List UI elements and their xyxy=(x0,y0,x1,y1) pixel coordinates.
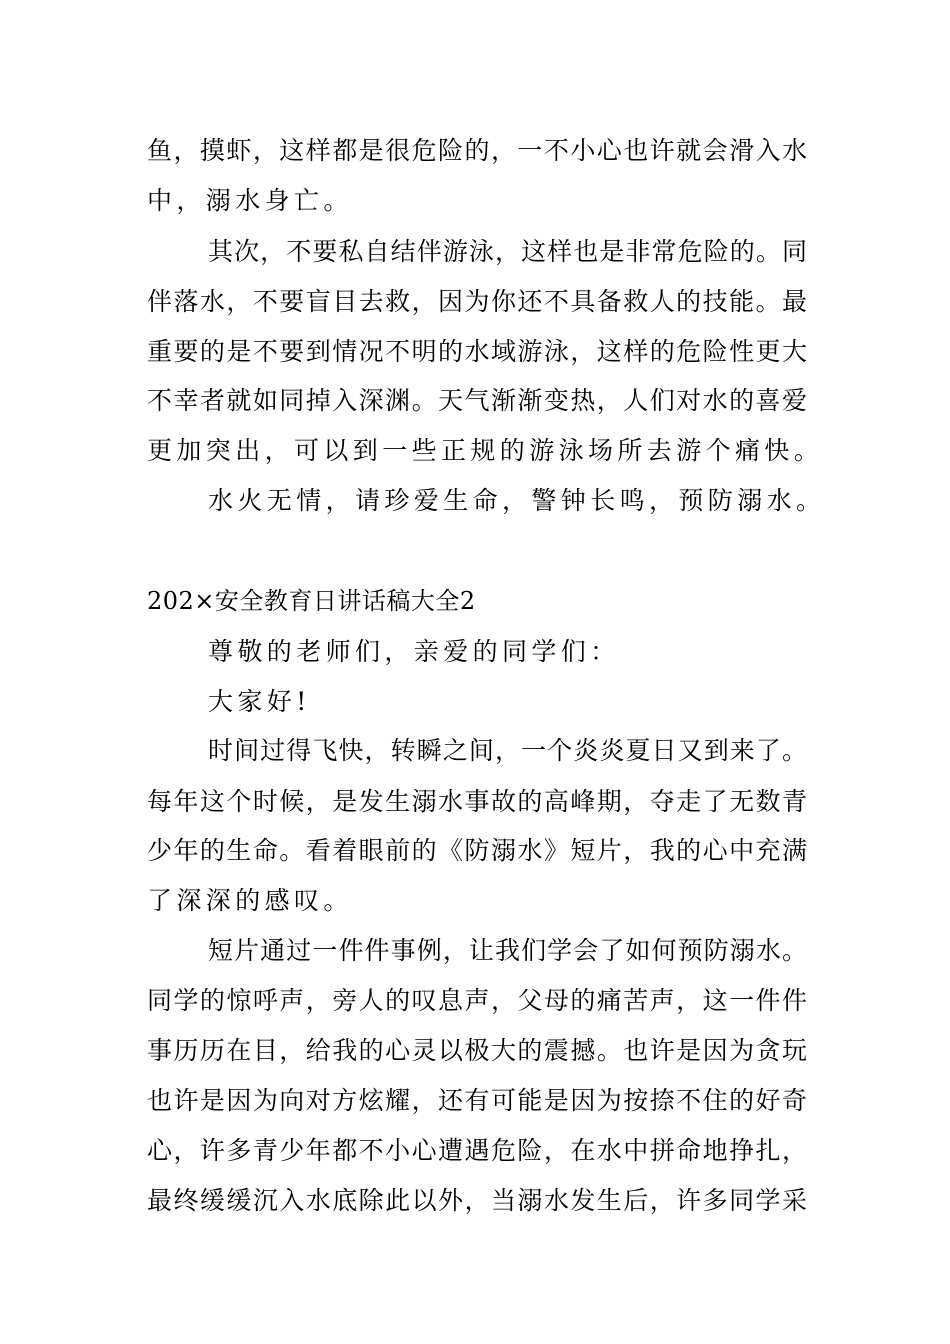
text-line: 伴落水，不要盲目去救，因为你还不具备救人的技能。最 xyxy=(147,287,807,316)
text-line: 重要的是不要到情况不明的水域游泳，这样的危险性更大 xyxy=(147,337,807,366)
text-line: 其次，不要私自结伴游泳，这样也是非常危险的。同 xyxy=(208,237,807,266)
text-line: 同学的惊呼声，旁人的叹息声，父母的痛苦声，这一件件 xyxy=(147,986,807,1015)
greeting-line: 大家好! xyxy=(208,687,311,716)
text-line: 也许是因为向对方炫耀，还有可能是因为按捺不住的好奇 xyxy=(147,1086,807,1115)
text-line: 中，溺水身亡。 xyxy=(147,186,353,215)
text-line: 最终缓缓沉入水底除此以外，当溺水发生后，许多同学采 xyxy=(147,1186,807,1215)
section-heading: 202×安全教育日讲话稿大全2 xyxy=(147,587,476,615)
text-line: 鱼，摸虾，这样都是很危险的，一不小心也许就会滑入水 xyxy=(147,136,807,165)
text-line: 事历历在目，给我的心灵以极大的震撼。也许是因为贪玩 xyxy=(147,1036,807,1065)
text-line: 不幸者就如同掉入深渊。天气渐渐变热，人们对水的喜爱 xyxy=(147,386,807,415)
text-line: 了深深的感叹。 xyxy=(147,886,353,915)
text-line: 心，许多青少年都不小心遭遇危险，在水中拼命地挣扎， xyxy=(147,1136,807,1165)
text-line: 水火无情，请珍爱生命，警钟长鸣，预防溺水。 xyxy=(208,486,826,515)
text-line: 短片通过一件件事例，让我们学会了如何预防溺水。 xyxy=(208,936,807,965)
greeting-line: 尊敬的老师们，亲爱的同学们： xyxy=(208,637,620,666)
text-line: 更加突出，可以到一些正规的游泳场所去游个痛快。 xyxy=(147,436,824,465)
text-line: 时间过得飞快，转瞬之间，一个炎炎夏日又到来了。 xyxy=(208,736,807,765)
text-line: 每年这个时候，是发生溺水事故的高峰期，夺走了无数青 xyxy=(147,787,807,816)
text-line: 少年的生命。看着眼前的《防溺水》短片，我的心中充满 xyxy=(147,836,807,865)
